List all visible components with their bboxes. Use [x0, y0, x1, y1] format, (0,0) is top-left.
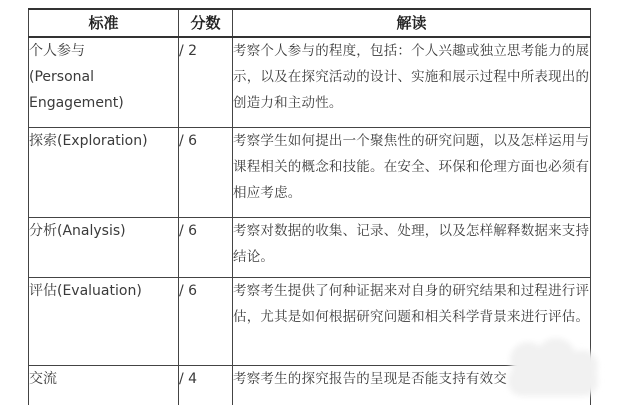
- criterion-cell: [29, 217, 179, 277]
- criterion-cell: [29, 127, 179, 217]
- score-cell: / 6: [179, 277, 233, 365]
- criterion-text: 个人参与: [29, 43, 85, 59]
- score-cell: / 6: [179, 127, 233, 217]
- criterion-text: Engagement): [29, 95, 124, 111]
- interpretation-cell: 考察学生如何提出一个聚焦性的研究问题，以及怎样运用与课程相关的概念和技能。在安全、环保和伦理方面也必须有相应考虑。: [233, 127, 591, 217]
- table-row: [29, 217, 591, 277]
- criterion-text: 交流: [29, 370, 57, 387]
- table-row: [29, 127, 591, 217]
- header-criterion: 标准: [29, 9, 179, 37]
- interpretation-cell: 考察考生提供了何种证据来对自身的研究结果和过程进行评估，尤其是如何根据研究问题和相关科学背景来进行评估。: [233, 277, 591, 365]
- criterion-text: 探索(Exploration): [29, 132, 148, 149]
- criterion-cell: [29, 37, 179, 127]
- criterion-text: 评估(Evaluation): [29, 282, 142, 299]
- score-cell: / 2: [179, 37, 233, 127]
- score-cell: / 6: [179, 217, 233, 277]
- table-row: [29, 365, 591, 405]
- criterion-text: 分析(Analysis): [29, 222, 126, 239]
- score-cell: / 4: [179, 365, 233, 405]
- criterion-cell: [29, 365, 179, 405]
- interpretation-cell: 考察个人参与的程度，包括：个人兴趣或独立思考能力的展示，以及在探究活动的设计、实施和展示过程中所表现出的创造力和主动性。: [233, 37, 591, 127]
- table-row: [29, 37, 591, 127]
- criterion-text: (Personal: [29, 69, 94, 85]
- header-score: 分数: [179, 9, 233, 37]
- table-row: [29, 277, 591, 365]
- assessment-criteria-table: [28, 8, 591, 405]
- interpretation-cell: 考察对数据的收集、记录、处理，以及怎样解释数据来支持结论。: [233, 217, 591, 277]
- interpretation-cell: 考察考生的探究报告的呈现是否能支持有效交: [233, 365, 591, 405]
- criterion-cell: [29, 277, 179, 365]
- table-header-row: [29, 9, 591, 37]
- header-interpretation: 解读: [233, 9, 591, 37]
